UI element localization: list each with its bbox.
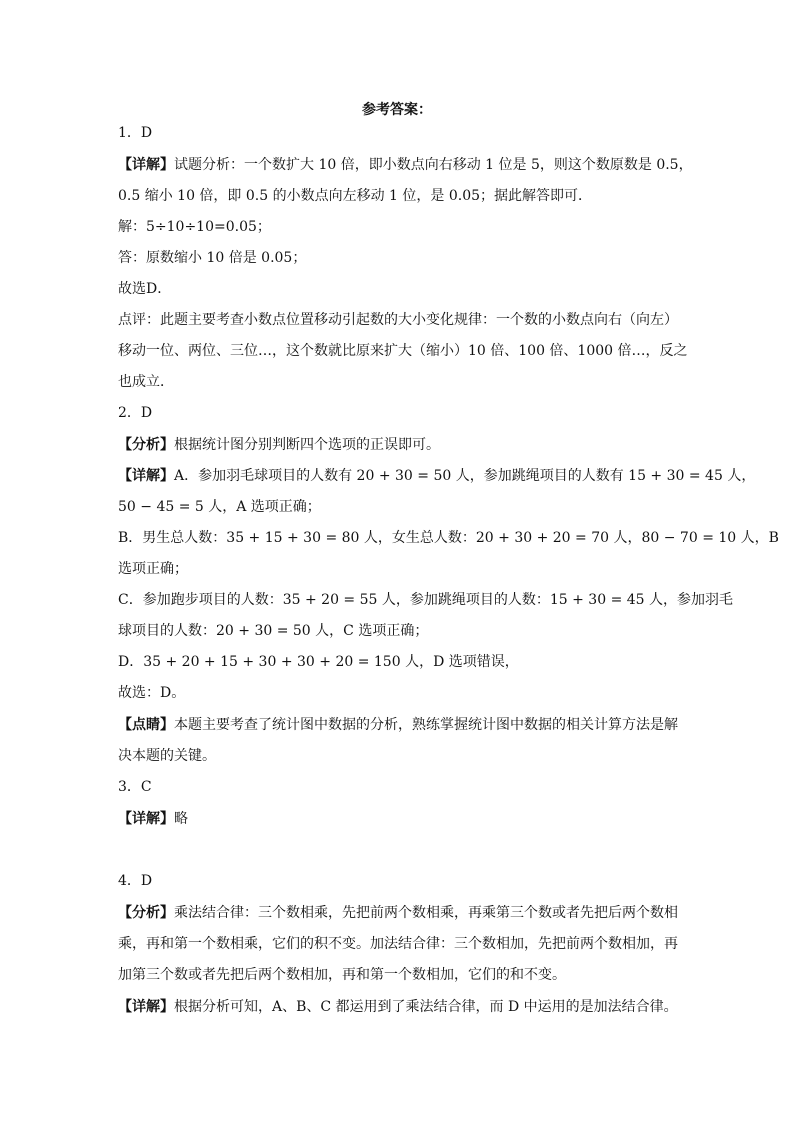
line-text: 乘，再和第一个数相乘，它们的积不变。加法结合律：三个数相加，先把前两个数相加，再 bbox=[118, 936, 678, 952]
line-text: A．参加羽毛球项目的人数有 20 + 30 = 50 人，参加跳绳项目的人数有 15 + 30 = 45 人， bbox=[174, 468, 756, 484]
section-tag: 【分析】 bbox=[118, 437, 174, 453]
line-text: C．参加跑步项目的人数：35 + 20 = 55 人，参加跳绳项目的人数：15 + 30 = 45 人，参加羽毛 bbox=[118, 592, 734, 608]
text-line bbox=[118, 217, 271, 237]
line-text: 根据分析可知，A、B、C 都运用到了乘法结合律，而 D 中运用的是加法结合律。 bbox=[174, 999, 678, 1015]
line-text: 略 bbox=[174, 811, 188, 827]
text-line bbox=[118, 871, 152, 891]
text-line bbox=[118, 934, 678, 954]
line-text: 试题分析：一个数扩大 10 倍，即小数点向右移动 1 位是 5，则这个数原数是 0.5， bbox=[174, 157, 693, 173]
text-line bbox=[118, 403, 152, 423]
line-text: 解：5÷10÷10=0.05； bbox=[118, 219, 271, 235]
line-text: 移动一位、两位、三位…，这个数就比原来扩大（缩小）10 倍、100 倍、1000 倍…，反之 bbox=[118, 343, 688, 359]
text-line bbox=[118, 155, 693, 175]
line-text: 4．D bbox=[118, 873, 153, 889]
text-line bbox=[118, 497, 321, 517]
line-text: 决本题的关键。 bbox=[118, 748, 216, 764]
line-text: 3．C bbox=[118, 779, 152, 795]
line-text: 根据统计图分别判断四个选项的正误即可。 bbox=[174, 437, 440, 453]
text-line bbox=[118, 809, 188, 829]
text-line bbox=[118, 528, 779, 548]
line-text: 点评：此题主要考查小数点位置移动引起数的大小变化规律：一个数的小数点向右（向左） bbox=[118, 312, 678, 328]
text-line bbox=[118, 186, 592, 206]
text-line bbox=[118, 746, 216, 766]
line-text: 加第三个数或者先把后两个数相加，再和第一个数相加，它们的和不变。 bbox=[118, 967, 566, 983]
text-line bbox=[118, 715, 678, 735]
section-tag: 【详解】 bbox=[118, 157, 174, 173]
text-line bbox=[118, 341, 688, 361]
text-line bbox=[118, 590, 733, 610]
line-text: 50 − 45 = 5 人，A 选项正确； bbox=[118, 499, 321, 515]
line-text: 0.5 缩小 10 倍，即 0.5 的小数点向左移动 1 位，是 0.05；据此解答即可． bbox=[118, 188, 593, 204]
text-line bbox=[118, 652, 519, 672]
text-line bbox=[118, 279, 171, 299]
text-line bbox=[118, 997, 678, 1017]
page-title: 参考答案： bbox=[362, 102, 432, 118]
text-line bbox=[118, 466, 755, 486]
text-line bbox=[118, 965, 566, 985]
text-line bbox=[118, 372, 174, 392]
text-line bbox=[118, 683, 185, 703]
line-text: 故选D． bbox=[118, 281, 172, 297]
text-line bbox=[118, 903, 678, 923]
line-text: 本题主要考查了统计图中数据的分析，熟练掌握统计图中数据的相关计算方法是解 bbox=[174, 717, 678, 733]
text-line bbox=[118, 310, 678, 330]
text-line bbox=[118, 123, 152, 143]
line-text: 1．D bbox=[118, 125, 153, 141]
line-text: 答：原数缩小 10 倍是 0.05； bbox=[118, 250, 307, 266]
line-text: 故选：D。 bbox=[118, 685, 186, 701]
section-tag: 【点睛】 bbox=[118, 717, 174, 733]
line-text: 乘法结合律：三个数相乘，先把前两个数相乘，再乘第三个数或者先把后两个数相 bbox=[174, 905, 678, 921]
line-text: 选项正确； bbox=[118, 561, 188, 577]
line-text: D．35 + 20 + 15 + 30 + 30 + 20 = 150 人，D 选项错误， bbox=[118, 654, 519, 670]
text-line bbox=[118, 621, 428, 641]
text-line bbox=[118, 435, 440, 455]
line-text: 球项目的人数：20 + 30 = 50 人，C 选项正确； bbox=[118, 623, 429, 639]
text-line bbox=[118, 559, 188, 579]
line-text: 也成立． bbox=[118, 374, 174, 390]
section-tag: 【详解】 bbox=[118, 999, 174, 1015]
line-text: 2．D bbox=[118, 405, 153, 421]
section-tag: 【详解】 bbox=[118, 811, 174, 827]
section-tag: 【详解】 bbox=[118, 468, 174, 484]
text-line bbox=[118, 777, 152, 797]
section-tag: 【分析】 bbox=[118, 905, 174, 921]
text-line bbox=[118, 248, 306, 268]
line-text: B．男生总人数：35 + 15 + 30 = 80 人，女生总人数：20 + 30 + 20 = 70 人，80 − 70 = 10 人，B bbox=[118, 530, 779, 546]
